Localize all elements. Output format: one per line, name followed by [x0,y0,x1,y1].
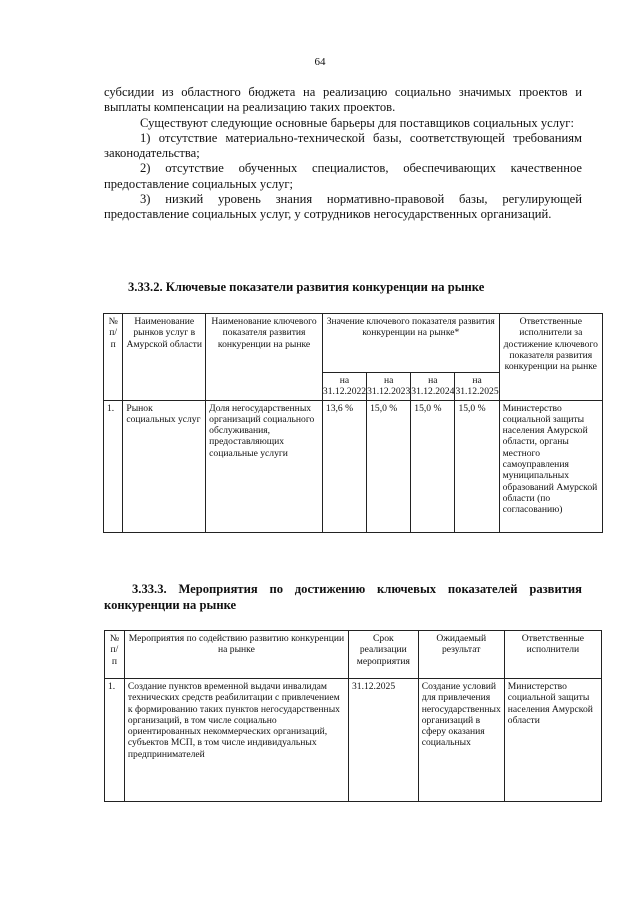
section-heading: 3.33.2. Ключевые показатели развития конкуренции на рынке [128,280,485,294]
row-value: 15,0 % [411,400,455,532]
row-indicator: Доля негосударственных организаций социального обслуживания, предоставляющих социальные услуги [206,400,323,532]
row-value: 15,0 % [455,400,499,532]
row-num: 1. [105,679,125,802]
page-number: 64 [314,56,326,68]
row-value: 13,6 % [322,400,366,532]
header-year: на 31.12.2024 [411,373,455,401]
row-responsible: Министерство социальной защиты населения Амурской области, органы местного самоуправления муниципальных образований Амурской области (по согласованию) [499,400,602,532]
row-result: Создание условий для привлечения негосударственных организаций в сферу оказания социальных [421,681,501,749]
indicators-table [103,313,603,533]
row-term: 31.12.2025 [348,679,418,802]
body-text [104,85,582,223]
paragraph: субсидии из областного бюджета на реализацию социально значимых проектов и выплаты компенсации на реализацию таких проектов. [104,85,582,115]
row-measure: Создание пунктов временной выдачи инвалидам технических средств реабилитации с привлечением к формированию таких пунктов негосударственных организаций, в том числе социально ориентированных некоммерческих организаций, субъектов МСП, в том числе индивидуальных предпринимателей [124,679,348,802]
header-measure: Мероприятия по содействию развитию конкуренции на рынке [124,631,348,679]
measures-table [104,630,602,802]
header-result: Ожидаемый результат [418,631,504,679]
header-indicator: Наименование ключевого показателя развития конкуренции на рынке [206,314,323,401]
header-responsible: Ответственные исполнители за достижение ключевого показателя развития конкуренции на рынке [499,314,602,401]
section-heading: 3.33.3. Мероприятия по достижению ключевых показателей развития конкуренции на рынке [104,582,582,612]
paragraph: 1) отсутствие материально-технической базы, соответствующей требованиям законодательства; [104,130,582,161]
header-year: на 31.12.2025 [455,373,499,401]
header-term: Срок реализации мероприятия [348,631,418,679]
header-year: на 31.12.2023 [367,373,411,401]
paragraph: 3) низкий уровень знания нормативно-правовой базы, регулирующей предоставление социальных услуг, у сотрудников негосударственных организаций. [104,192,582,222]
row-num: 1. [104,400,123,532]
header-value: Значение ключевого показателя развития конкуренции на рынке* [322,314,499,373]
row-responsible: Министерство социальной защиты населения Амурской области [504,679,601,802]
header-year: на 31.12.2022 [322,373,366,401]
table-row [105,679,602,802]
header-num: № п/п [104,314,123,401]
paragraph: Существуют следующие основные барьеры для поставщиков социальных услуг: [140,115,574,130]
paragraph: 2) отсутствие обученных специалистов, обеспечивающих качественное предоставление социальных услуг; [104,161,582,191]
header-num: № п/п [105,631,125,679]
row-market: Рынок социальных услуг [123,400,206,532]
row-value: 15,0 % [367,400,411,532]
table-row [104,400,603,532]
header-market: Наименование рынков услуг в Амурской области [123,314,206,401]
header-responsible: Ответственные исполнители [504,631,601,679]
